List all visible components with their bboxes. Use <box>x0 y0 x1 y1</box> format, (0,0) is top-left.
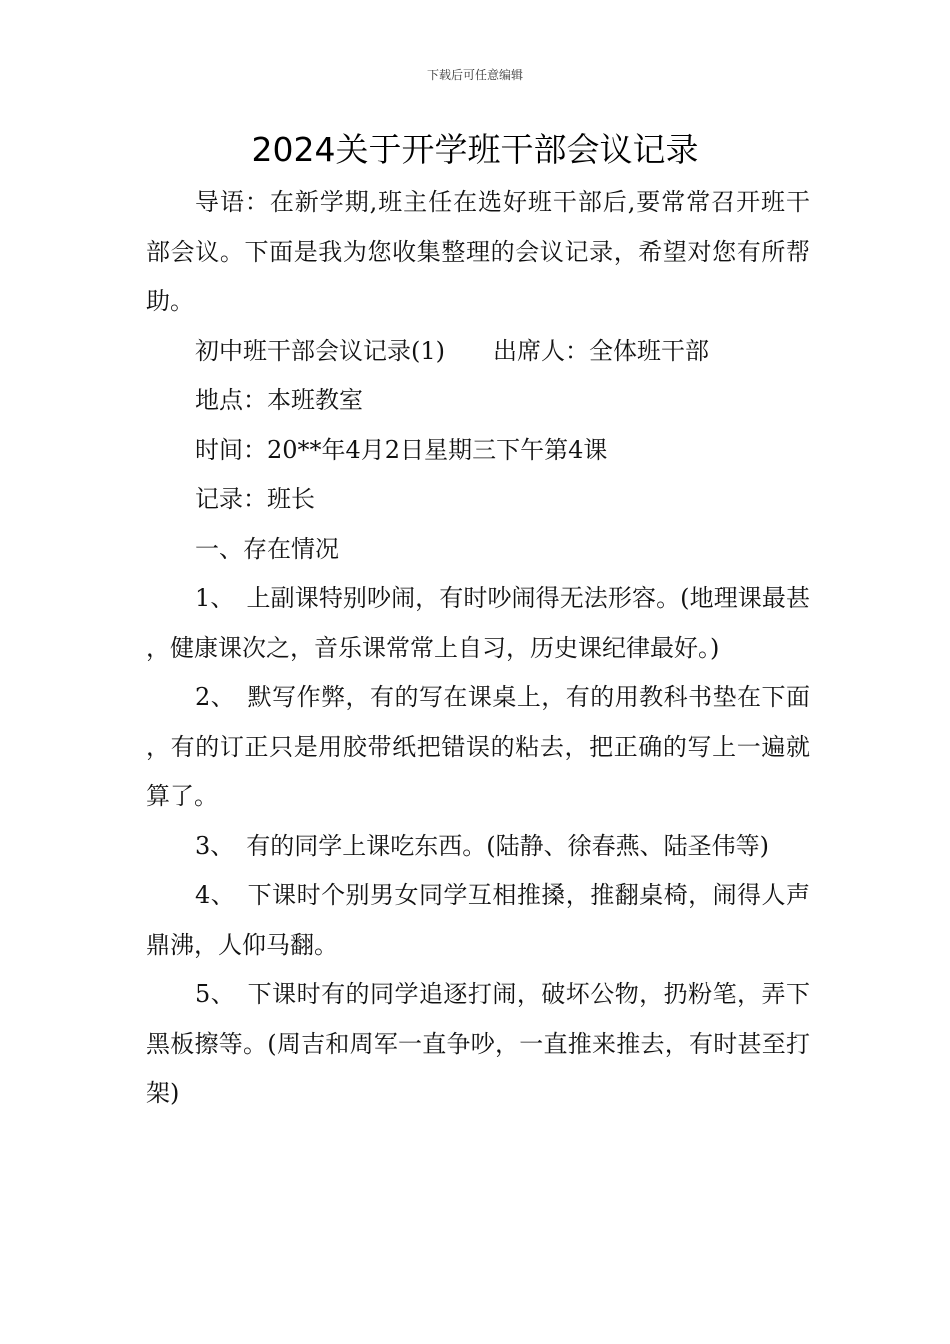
recorder-line: 记录：班长 <box>195 485 315 513</box>
section-heading: 一、存在情况 <box>195 534 339 563</box>
location-line: 地点：本班教室 <box>195 386 363 414</box>
header-note: 下载后可任意编辑 <box>426 68 523 82</box>
record-heading: 初中班干部会议记录(1) 出席人：全体班干部 <box>195 336 709 365</box>
document-body <box>146 178 810 1119</box>
document-title: 2024关于开学班干部会议记录 <box>251 130 699 169</box>
list-item: 1、 上副课特别吵闹，有时吵闹得无法形容。(地理课最甚，健康课次之，音乐课常常上自习，历史课纪律最好。) <box>146 584 810 662</box>
intro-paragraph: 导语：在新学期,班主任在选好班干部后,要常常召开班干部会议。下面是我为您收集整理的会议记录，希望对您有所帮助。 <box>146 188 810 315</box>
list-item: 2、 默写作弊，有的写在课桌上，有的用教科书垫在下面，有的订正只是用胶带纸把错误的粘去，把正确的写上一遍就算了。 <box>146 683 810 810</box>
list-item: 3、 有的同学上课吃东西。(陆静、徐春燕、陆圣伟等) <box>195 831 769 860</box>
list-item: 4、 下课时个别男女同学互相推搡，推翻桌椅，闹得人声鼎沸，人仰马翻。 <box>146 881 810 959</box>
list-item: 5、 下课时有的同学追逐打闹，破坏公物，扔粉笔，弄下黑板擦等。(周吉和周军一直争吵，一直推来推去，有时甚至打架) <box>146 980 810 1107</box>
time-line: 时间：20**年4月2日星期三下午第4课 <box>195 435 608 464</box>
